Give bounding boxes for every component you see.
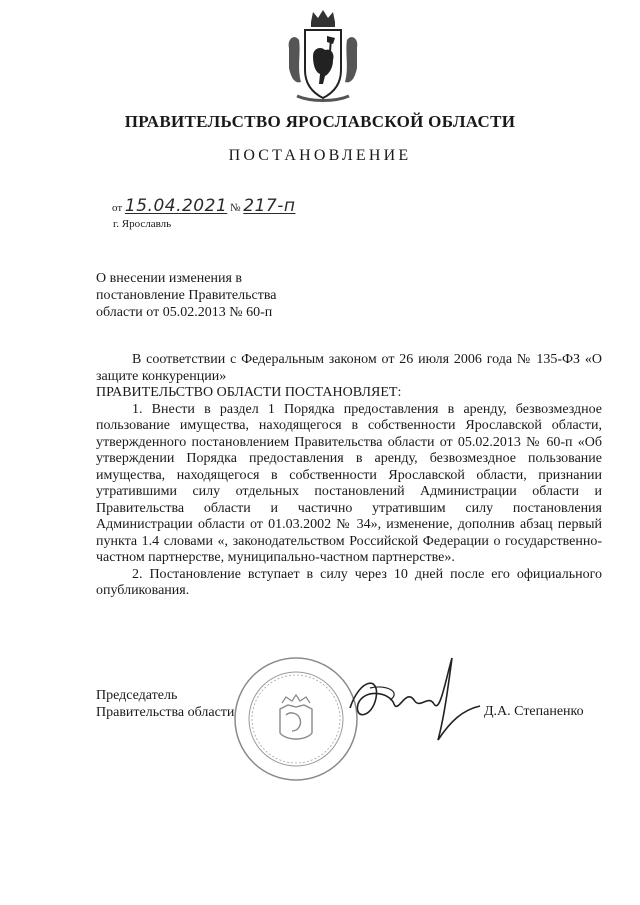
handwritten-signature-icon [330,648,490,748]
resolution-heading: ПРАВИТЕЛЬСТВО ОБЛАСТИ ПОСТАНОВЛЯЕТ: [96,385,402,400]
subject-line: О внесении изменения в [96,271,242,286]
document-number: 217-п [243,196,296,216]
item-2-paragraph: 2. Постановление вступает в силу через 10 дней после его официального опубликования. [96,566,602,598]
city: г. Ярославль [113,218,172,230]
preamble-paragraph: В соответствии с Федеральным законом от 26 июля 2006 года № 135-ФЗ «О защите конкуренции» [96,352,602,384]
signatory-name: Д.А. Степаненко [484,704,584,719]
date-number-line [112,196,295,216]
government-title: ПРАВИТЕЛЬСТВО ЯРОСЛАВСКОЙ ОБЛАСТИ [124,112,516,131]
item-1-paragraph: 1. Внести в раздел 1 Порядка предоставления в аренду, безвозмездное пользование имущества, находящегося в собственности Ярославской области, утвержденного постановлением Правительства области от 05.02.2013 № 60-п «Об утверждении Порядка предоставления в аренду, безвозмездное пользование имущества, находящегося в собственности Ярославской области, признании утратившими силу отдельных постановлений Администрации области и Правительства области и частично утратившим силу постановления Администрации области от 01.03.2002 № 34», изменение, дополнив абзац первый пункта 1.4 словами «, законодательством Российской Федерации о государственно-частном партнерстве, муниципально-частном партнерстве». [96,401,602,565]
document-type: ПОСТАНОВЛЕНИЕ [228,147,412,164]
subject-line: области от 05.02.2013 № 60-п [96,305,273,320]
subject-heading [96,270,326,321]
document-date: 15.04.2021 [124,196,228,216]
subject-line: постановление Правительства [96,288,277,303]
coat-of-arms-icon [283,8,363,108]
number-prefix: № [230,202,241,214]
signatory-position [96,687,234,721]
document-body [96,352,602,600]
position-line: Председатель [96,688,178,703]
position-line: Правительства области [96,705,235,720]
date-prefix: от [112,202,123,214]
